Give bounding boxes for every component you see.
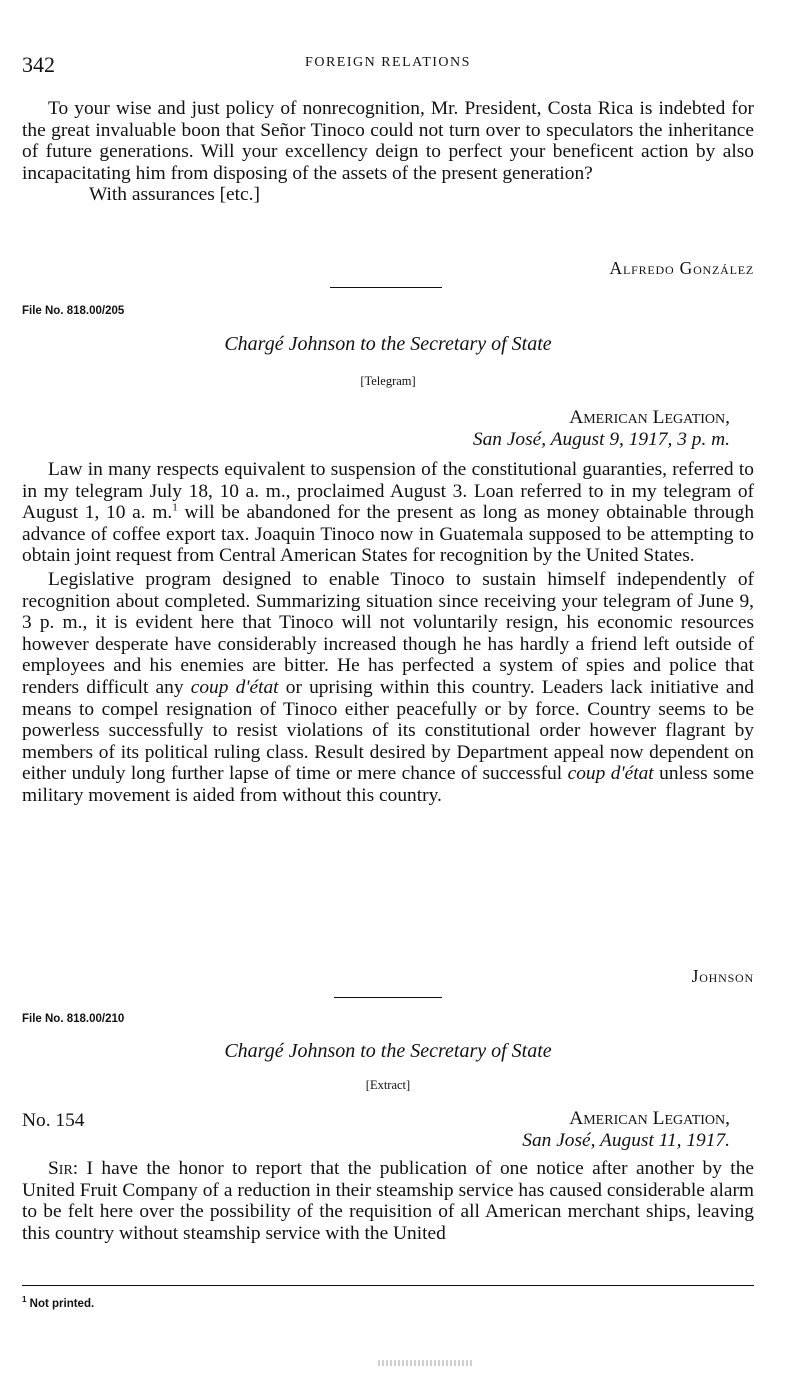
footnote-ref: 1: [172, 501, 178, 514]
closing-line: With assurances [etc.]: [89, 184, 260, 206]
library-stamp: [378, 1360, 472, 1366]
page-number: 342: [22, 52, 55, 77]
continuation-paragraph: To your wise and just policy of nonrecognition, Mr. President, Costa Rica is indebted for the great invaluable boon that Señor Tinoco could not turn over to speculators the inheritance of future generations. Will your excellency deign to perfect your beneficent action by also incapacitating him from disposing of the assets of the present generation?: [22, 98, 754, 184]
location: American Legation,: [569, 407, 730, 428]
footnote-marker: 1: [22, 1295, 27, 1305]
body-paragraph: [22, 459, 754, 567]
document-kind: [Extract]: [365, 1078, 411, 1092]
text-run: Law in many respects equivalent to suspension of the constitutional guaranties, referred to in my telegram July 18, 10 a. m., proclaimed August 3. Loan referred to in my telegram of August 1, 10 a. m.: [22, 459, 754, 524]
telegram-body: [22, 459, 754, 807]
dateline: [473, 407, 730, 450]
date: San José, August 9, 1917, 3 p. m.: [472, 428, 730, 450]
footnote: [22, 1295, 95, 1310]
salutation: Sir:: [48, 1158, 79, 1179]
dateline: [522, 1108, 730, 1151]
text-run: Legislative program designed to enable Tinoco to sustain himself independently of recognition about completed. Summarizing situation since receiving your telegram of June 9, 3 p. m., it is evident here that Tinoco will not voluntarily resign, his economic resources however desperate have considerably increased though he has hardly a friend left outside of employees and his enemies are bitter. He has perfected a system of spies and police that renders difficult any: [22, 568, 754, 698]
signature-johnson: Johnson: [691, 966, 754, 986]
body-paragraph: [22, 1158, 754, 1244]
file-number: File No. 818.00/210: [22, 1013, 125, 1025]
italic-phrase: coup d'état: [567, 763, 654, 785]
document-kind: [Telegram]: [360, 374, 416, 388]
footnote-rule: [22, 1285, 754, 1286]
text-run: or uprising within this country. Leaders lack initiative and means to compel resignation of Tinoco either peacefully or by force. Country seems to be powerless successfully to resist violations of its constitutional order however flagrant by members of its political ruling class. Result desired by Department appeal now dependent on either unduly long further lapse of time or mere chance of successful: [22, 676, 754, 785]
section-divider: [334, 997, 442, 998]
text-run: I have the honor to report that the publication of one notice after another by the United Fruit Company of a reduction in their steamship service has caused considerable alarm to be felt here over the possibility of the requisition of all American merchant ships, leaving this country without steamship service with the United: [22, 1158, 754, 1244]
running-head: FOREIGN RELATIONS: [305, 55, 471, 70]
despatch-body: [22, 1158, 754, 1244]
location: American Legation,: [569, 1108, 730, 1129]
text-run: will be abandoned for the present as long as money obtainable through advance of coffee export tax. Joaquin Tinoco now in Guatemala supposed to be attempting to obtain joint request from Central American States for recognition by the United States.: [22, 502, 755, 567]
date: San José, August 11, 1917.: [522, 1129, 730, 1151]
footnote-text: Not printed.: [29, 1298, 95, 1310]
despatch-number: No. 154: [22, 1110, 85, 1131]
signature-gonzalez: Alfredo González: [609, 258, 754, 278]
document-heading: Chargé Johnson to the Secretary of State: [224, 333, 552, 355]
continuation-block: [22, 98, 754, 206]
text-run: unless some military movement is aided from without this country.: [22, 763, 754, 806]
italic-phrase: coup d'état: [190, 676, 279, 698]
section-divider: [330, 287, 442, 288]
document-heading: Chargé Johnson to the Secretary of State: [224, 1040, 552, 1062]
file-number: File No. 818.00/205: [22, 305, 125, 317]
body-paragraph: [22, 569, 754, 807]
